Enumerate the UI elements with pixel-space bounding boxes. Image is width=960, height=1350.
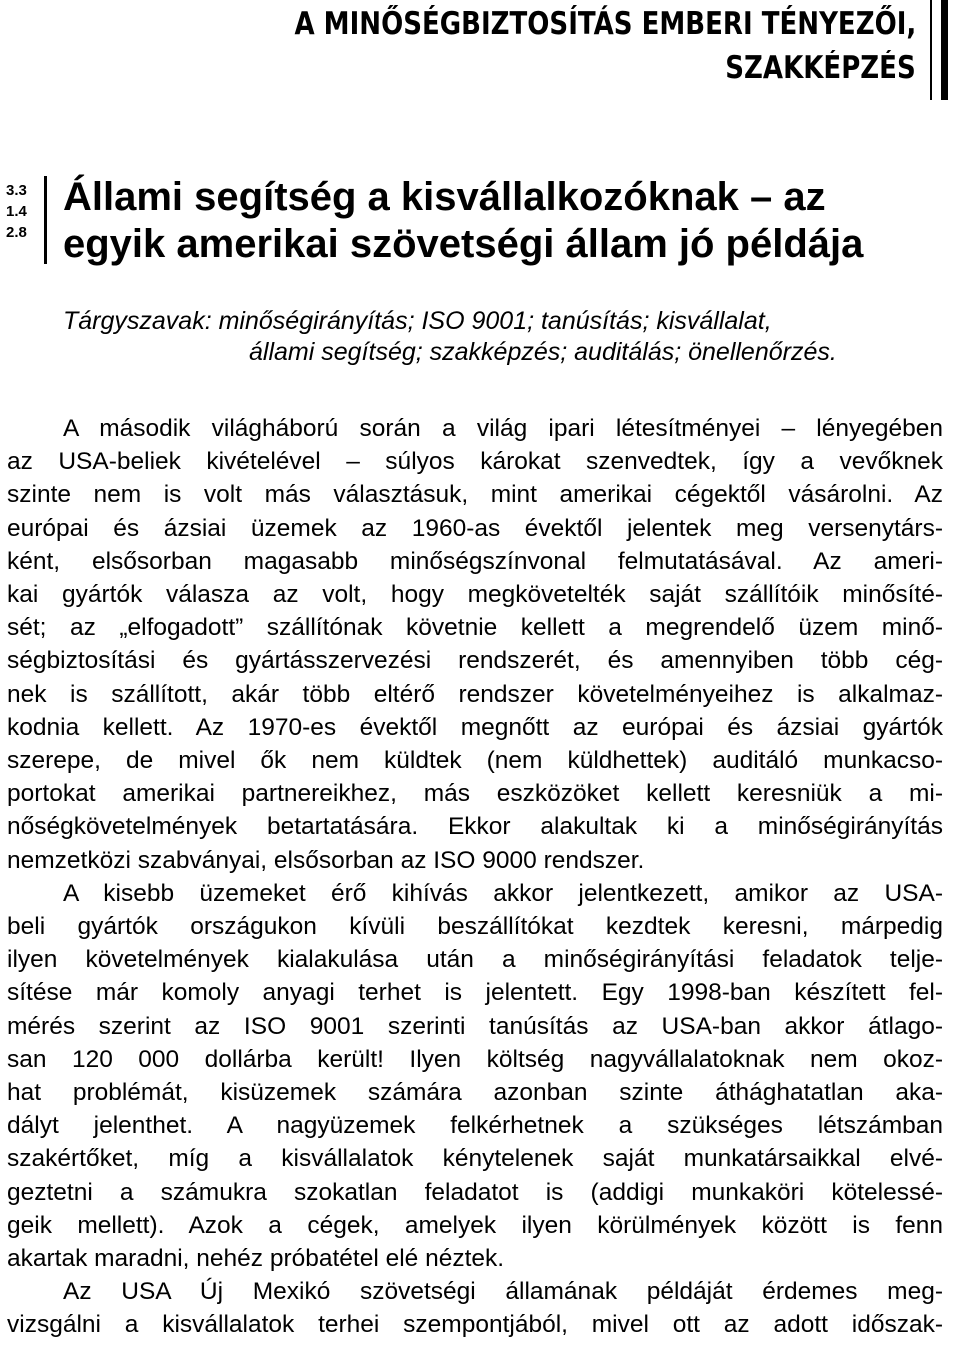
text-line: ként, elsősorban magasabb minőségszínvonal felmutatásával. Az ameri- [7,547,943,575]
text-line: sét; az „elfogadott” szállítónak követnie kellett a megrendelő üzem minő- [7,614,943,642]
keywords-line2: állami segítség; szakképzés; auditálás; önellenőrzés. [249,338,837,366]
keywords-line1: Tárgyszavak: minőségirányítás; ISO 9001; tanúsítás; kisvállalat, [63,307,772,335]
text-line: dályt jelenthet. A nagyüzemek felkérhetnek a szükséges létszámban [7,1112,943,1140]
text-line: hat problémát, kisüzemek számára azonban szinte áthághatatlan aka- [7,1079,943,1107]
section-number: 1.4 [6,203,27,220]
article-title-line2: egyik amerikai szövetségi állam jó példája [63,222,864,266]
text-line: ilyen követelmények kialakulása után a minőségirányítási feladatok telje- [7,946,943,974]
text-line: beli gyártók országukon kívüli beszállítókat kezdtek keresni, márpedig [7,913,943,941]
paragraph-1 [7,412,943,877]
header-title-line1: A MINŐSÉGBIZTOSÍTÁS EMBERI TÉNYEZŐI, [294,6,916,42]
text-line: mérés szerint az ISO 9001 szerinti tanúsítás az USA-ban akkor átlago- [7,1012,943,1040]
text-line: A kisebb üzemeket érő kihívás akkor jelentkezett, amikor az USA- [63,879,943,907]
text-line: geztetni a számukra szokatlan feladatot is (addigi munkaköri kötelessé- [7,1178,943,1206]
text-line: európai és ázsiai üzemek az 1960-as évektől jelentek meg versenytárs- [7,514,943,542]
section-numbers [6,180,46,243]
text-line: nőségkövetelmények betartatására. Ekkor alakultak ki a minőségirányítás [7,813,943,841]
paragraph-2 [7,877,943,1275]
text-line: san 120 000 dollárba került! Ilyen költség nagyvállalatoknak nem okoz- [7,1045,943,1073]
running-header [240,0,948,100]
text-line: akartak maradni, nehéz próbatétel elé néztek. [7,1245,505,1273]
paragraph-3 [7,1275,943,1341]
text-line: kai gyártók válasza az volt, hogy megkövetelték saját szállítóik minősíté- [7,581,943,609]
text-line: Az USA Új Mexikó szövetségi államának példáját érdemes meg- [63,1278,943,1306]
text-line: szerepe, de mivel ők nem küldtek (nem küldhettek) auditáló munkacso- [7,747,943,775]
text-line: kodnia kellett. Az 1970-es évektől megnőtt az európai és ázsiai gyártók [7,713,943,741]
text-line: vizsgálni a kisvállalatok terhei szempontjából, mivel ott az adott időszak- [7,1311,943,1339]
section-number: 3.3 [6,182,27,199]
article-title-line1: Állami segítség a kisvállalkozóknak – az [63,175,826,219]
header-rule-thick [941,0,948,100]
keywords [63,306,943,368]
text-line: szakértőket, míg a kisvállalatok kénytelenek saját munkatársaikkal elvé- [7,1145,943,1173]
text-line: portokat amerikai partnereikhez, más eszközöket kellett keresniük a mi- [7,780,943,808]
text-line: sítése már komoly anyagi terhet is jelentett. Egy 1998-ban készített fel- [7,979,943,1007]
section-divider [44,176,47,264]
text-line: az USA-beliek kivételével – súlyos károkat szenvedtek, így a vevőknek [7,448,943,476]
header-title-line2: SZAKKÉPZÉS [725,50,916,86]
text-line: nemzetközi szabványai, elsősorban az ISO 9000 rendszer. [7,846,645,874]
text-line: geik mellett). Azok a cégek, amelyek ilyen körülmények között is fenn [7,1211,943,1239]
text-line: szinte nem is volt más választásuk, mint amerikai cégektől vásárolni. Az [7,481,943,509]
text-line: nek is szállított, akár több eltérő rendszer követelményeihez is alkalmaz- [7,680,943,708]
header-rule-thin [930,0,932,100]
text-line: A második világháború során a világ ipari létesítményei – lényegében [63,415,943,442]
article-title [63,174,943,268]
text-line: ségbiztosítási és gyártásszervezési rendszerét, és amennyiben több cég- [7,647,943,675]
section-number: 2.8 [6,224,27,241]
article-body [7,412,943,1342]
